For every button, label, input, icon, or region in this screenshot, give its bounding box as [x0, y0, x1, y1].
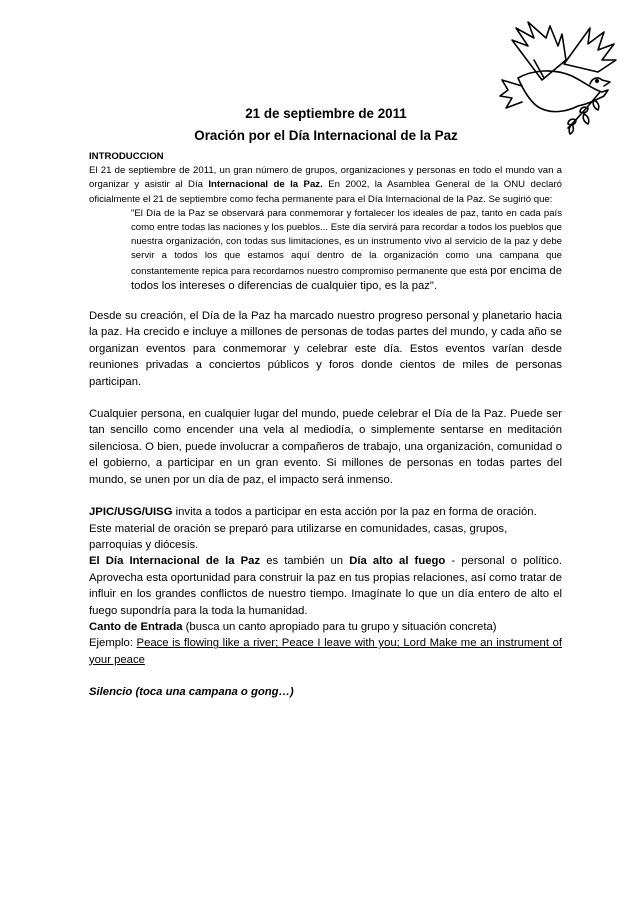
ceasefire-rest: - personal o político. Aprovecha esta oportunidad para construir la paz en tus propias relaciones, así como tratar de influir en los grandes conflictos de nuestro tiempo. Imagínate lo que un día entero de alto el fuego supondría para la toda la humanidad.	[89, 555, 563, 617]
quote-text-b: por encima de todos los intereses o diferencias de cualquier tipo, es la paz".	[131, 264, 562, 292]
paragraph-ejemplo	[89, 635, 562, 668]
intro-text-c: En 2002, la Asamblea General de la ONU declaró oficialmente el 21 de septiembre como fecha permanente para el Día Internacional de la Paz. Se sugirió que:	[89, 179, 562, 205]
paragraph-creation: Desde su creación, el Día de la Paz ha marcado nuestro progreso personal y planetario hacia la paz. Ha crecido e incluye a millones de personas de todas partes del mundo, y cada año se organizan eventos para conmemorar y celebrar este día. Estos eventos varían desde reuniones privadas a conciertos públicos y foros donde cientos de miles de personas participan.	[89, 310, 562, 388]
peace-day-bold: El Día Internacional de la Paz	[89, 555, 261, 568]
intro-paragraph	[89, 164, 562, 207]
paragraph-anyone: Cualquier persona, en cualquier lugar del mundo, puede celebrar el Día de la Paz. Puede ser tan sencillo como encender una vela al mediodía, o simplemente sentarse en meditación silenciosa. O bien, puede involucrar a compañeros de trabajo, una organización, comunidad o el gobierno, a participar en un gran evento. Si millones de personas en todas partes del mundo, se unen por un día de paz, el impacto será inmenso.	[89, 408, 562, 486]
intro-text-bold: Internacional de la Paz.	[208, 179, 323, 191]
spacer	[89, 390, 562, 406]
spacer	[89, 294, 562, 308]
canto-label: Canto de Entrada	[89, 620, 183, 633]
canto-text: (busca un canto apropiado para tu grupo y situación concreta)	[182, 620, 497, 633]
ceasefire-bold: Día alto al fuego	[349, 555, 446, 568]
paragraph-canto	[89, 619, 562, 635]
document-title: Oración por el Día Internacional de la Paz	[194, 128, 458, 143]
quote-text-a: "El Día de la Paz se observará para conmemorar y fortalecer los ideales de paz, tanto en cada país como entre todas las naciones y los pueblos... Este día servirá para recordar a todos los pueblos que nuestra organización, con todas sus limitaciones, es un instrumento vivo al servicio de la paz y debe servir a todos los que estamos aquí dentro de la organización como una campana que constantemente repica para recordarnos nuestro compromiso permanente que está	[131, 207, 562, 277]
ejemplo-songs: Peace is flowing like a river; Peace I leave with you; Lord Make me an instrument of your peace	[89, 637, 562, 666]
paragraph-ceasefire	[89, 553, 562, 619]
spacer	[89, 668, 562, 684]
paragraph-invitation	[89, 504, 562, 520]
ceasefire-mid: es también un	[260, 555, 350, 568]
invite-text: invita a todos a participar en esta acción por la paz en forma de oración.	[172, 506, 537, 519]
document-date-title: 21 de septiembre de 2011	[245, 106, 407, 121]
document-body	[89, 150, 562, 701]
org-name: JPIC/USG/UISG	[89, 506, 173, 519]
spacer	[89, 488, 562, 504]
intro-text-a: El 21 de septiembre de 2011, un gran número de grupos, organizaciones y personas en todo el mundo van a organizar y asistir al Día	[89, 165, 562, 191]
ejemplo-label: Ejemplo:	[89, 637, 137, 650]
un-quote	[131, 207, 562, 294]
paragraph-material: Este material de oración se preparó para utilizarse en comunidades, casas, grupos, parroquias y diócesis.	[89, 522, 508, 551]
silencio-instruction: Silencio (toca una campana o gong…)	[89, 686, 294, 699]
section-heading: INTRODUCCION	[89, 151, 164, 162]
